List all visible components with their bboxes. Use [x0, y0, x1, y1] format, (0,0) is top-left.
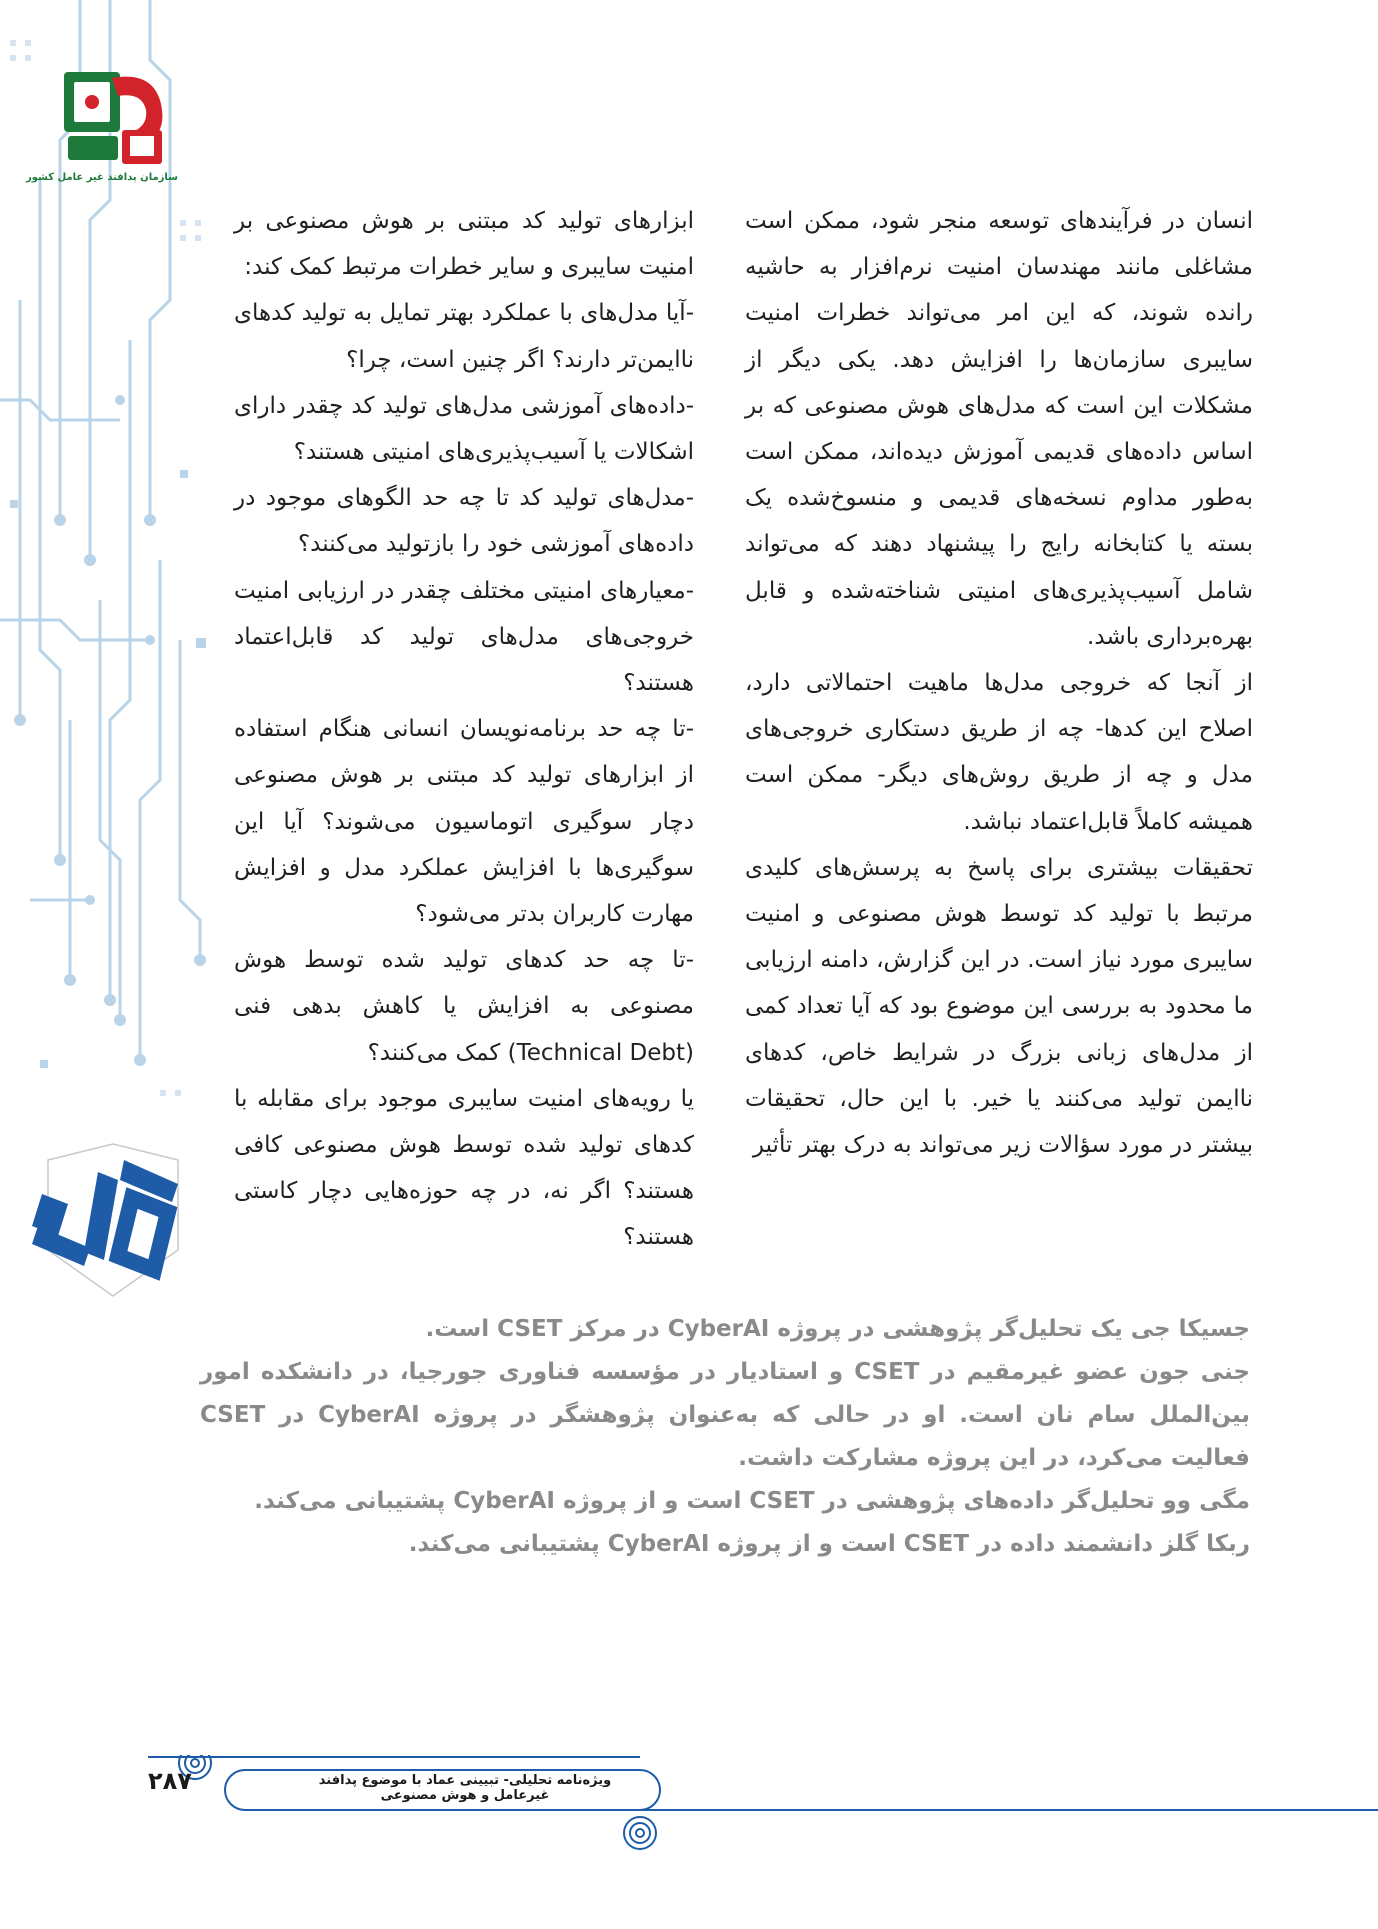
page-number: ۲۸۷ [148, 1767, 192, 1795]
author-note: جنی جون عضو غیرمقیم در CSET و استادیار در مؤسسه فناوری جورجیا، در دانشکده امور بین‌الملل سام نان است. او در حالی که به‌عنوان پژوهشگر در پروژه CyberAI در CSET فعالیت می‌کرد، در این پروژه مشارکت داشت. [200, 1359, 1251, 1471]
body-column-right [745, 198, 1253, 1168]
author-note: مگی وو تحلیل‌گر داده‌های پژوهشی در CSET است و از پروژه CyberAI پشتیبانی می‌کند. [254, 1488, 1250, 1514]
footer-title: ویژه‌نامه تحلیلی- تبیینی عماد با موضوع پدافند غیرعامل و هوش مصنوعی [318, 1773, 612, 1803]
author-notes [200, 1308, 1250, 1566]
body-column-left [234, 198, 694, 1261]
question-item: یا رویه‌های امنیت سایبری موجود برای مقابله با کدهای تولید شده توسط هوش مصنوعی کافی هستند؟ اگر نه، در چه حوزه‌هایی دچار کاستی هستند؟ [234, 1085, 694, 1251]
question-item: -داده‌های آموزشی مدل‌های تولید کد چقدر دارای اشکالات یا آسیب‌پذیری‌های امنیتی هستند؟ [234, 392, 694, 466]
paragraph: از آنجا که خروجی مدل‌ها ماهیت احتمالاتی دارد، اصلاح این کدها- چه از طریق دستکاری خروجی‌های مدل و چه از طریق روش‌های دیگر- ممکن است همیشه کاملاً قابل‌اعتماد نباشد. [745, 670, 1253, 835]
logo-caption: سازمان پدافند غیر عامل کشور [26, 172, 178, 183]
question-item: -تا چه حد کدهای تولید شده توسط هوش مصنوعی به افزایش یا کاهش بدهی فنی (Technical Debt) کمک می‌کنند؟ [234, 947, 694, 1066]
question-item: -تا چه حد برنامه‌نویسان انسانی هنگام استفاده از ابزارهای تولید کد مبتنی بر هوش مصنوعی دچار سوگیری اتوماسیون می‌شوند؟ آیا این سوگیری‌ها با افزایش عملکرد مدل و افزایش مهارت کاربران بدتر می‌شود؟ [234, 716, 694, 928]
paragraph: ابزارهای تولید کد مبتنی بر هوش مصنوعی بر امنیت سایبری و سایر خطرات مرتبط کمک کند: [234, 208, 694, 281]
author-note: ربکا گلز دانشمند داده در CSET است و از پروژه CyberAI پشتیبانی می‌کند. [408, 1531, 1250, 1557]
question-item: -معیارهای امنیتی مختلف چقدر در ارزیابی امنیت خروجی‌های مدل‌های تولید کد قابل‌اعتماد هستند؟ [234, 577, 694, 697]
question-item: -آیا مدل‌های با عملکرد بهتر تمایل به تولید کدهای ناایمن‌تر دارند؟ اگر چنین است، چرا؟ [234, 300, 694, 373]
author-note: جسیکا جی یک تحلیل‌گر پژوهشی در پروژه CyberAI در مرکز CSET است. [425, 1316, 1250, 1342]
footer-decoration [0, 1755, 1378, 1855]
emad-logo-icon [28, 1140, 198, 1300]
question-item: -مدل‌های تولید کد تا چه حد الگوهای موجود در داده‌های آموزشی خود را بازتولید می‌کنند؟ [234, 485, 694, 558]
paragraph: انسان در فرآیندهای توسعه منجر شود، ممکن است مشاغلی مانند مهندسان امنیت نرم‌افزار به حاشیه رانده شوند، که این امر می‌تواند خطرات امنیت سایبری سازمان‌ها را افزایش دهد. یکی دیگر از مشکلات این است که مدل‌های هوش مصنوعی که بر اساس داده‌های قدیمی آموزش دیده‌اند، ممکن است به‌طور مداوم نسخه‌های قدیمی و منسوخ‌شده یک بسته یا کتابخانه رایج را پیشنهاد دهند که می‌تواند شامل آسیب‌پذیری‌های امنیتی شناخته‌شده و قابل بهره‌برداری باشد. [745, 208, 1253, 650]
paragraph: تحقیقات بیشتری برای پاسخ به پرسش‌های کلیدی مرتبط با تولید کد توسط هوش مصنوعی و امنیت سایبری مورد نیاز است. در این گزارش، دامنه ارزیابی ما محدود به بررسی این موضوع بود که آیا تعداد کمی از مدل‌های زبانی بزرگ در شرایط خاص، کدهای ناایمن تولید می‌کنند یا خیر. با این حال، تحقیقات بیشتر در مورد سؤالات زیر می‌تواند به درک بهتر تأثیر [745, 854, 1253, 1159]
